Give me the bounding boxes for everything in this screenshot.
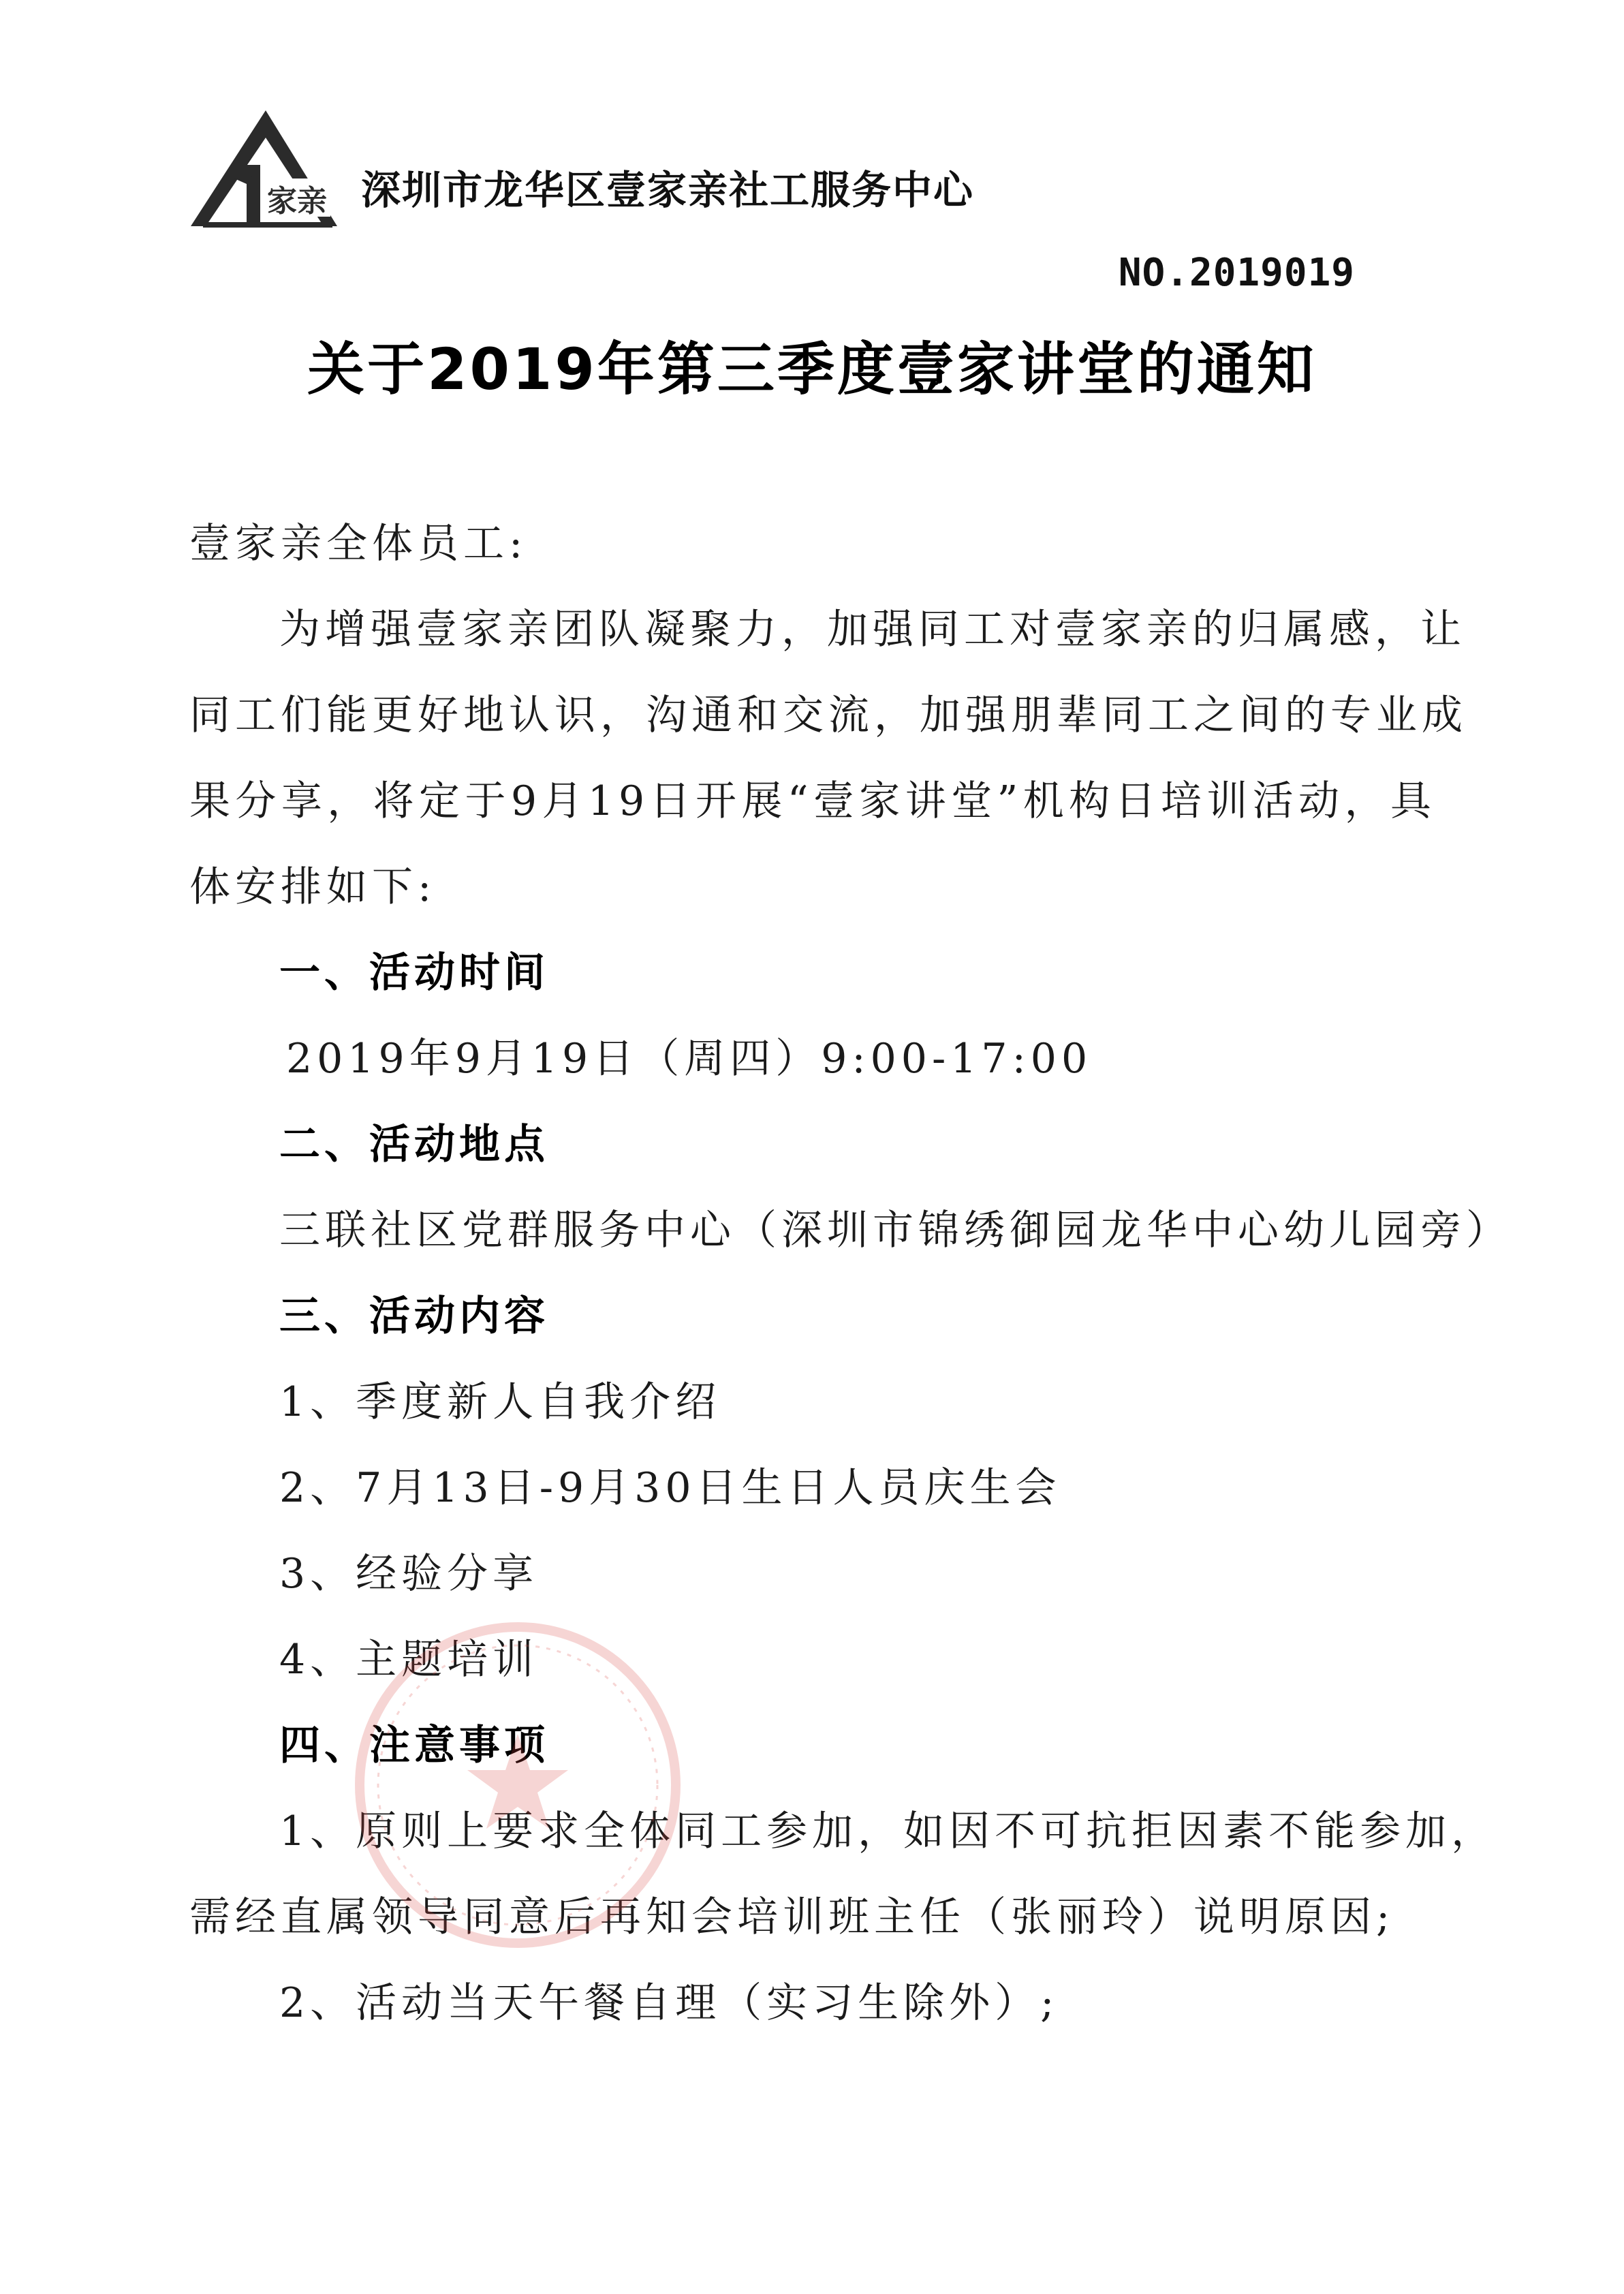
document-number: NO.2019019 [1118,251,1355,295]
document-title: 关于2019年第三季度壹家讲堂的通知 [307,336,1317,403]
salutation: 壹家亲全体员工: [189,520,528,568]
content-item-3: 3、经验分享 [279,1550,539,1598]
activity-location: 三联社区党群服务中心（深圳市锦绣御园龙华中心幼儿园旁） [279,1207,1512,1254]
note-line-1: 1、原则上要求全体同工参加，如因不可抗拒因素不能参加， [279,1808,1497,1855]
official-seal-stamp [347,1615,688,1955]
content-item-4: 4、主题培训 [279,1636,539,1684]
letterhead [184,102,1069,232]
note-line-2: 需经直属领导同意后再知会培训班主任（张丽玲）说明原因; [189,1893,1395,1941]
section-heading-location: 二、活动地点 [279,1121,549,1168]
intro-line-3: 果分享，将定于9月19日开展“壹家讲堂”机构日培训活动，具 [189,777,1436,825]
content-item-1: 1、季度新人自我介绍 [279,1378,721,1426]
note-line-3: 2、活动当天午餐自理（实习生除外）; [279,1979,1059,2027]
section-heading-notes: 四、注意事项 [279,1722,549,1769]
intro-line-4: 体安排如下: [189,863,437,911]
activity-time: 2019年9月19日（周四）9:00-17:00 [286,1035,1093,1083]
organization-logo [184,102,341,232]
intro-line-1: 为增强壹家亲团队凝聚力，加强同工对壹家亲的归属感，让 [279,606,1466,653]
house-logo-icon [184,102,341,232]
logo-text: 家亲 [267,184,327,219]
section-heading-time: 一、活动时间 [279,949,549,997]
section-heading-content: 三、活动内容 [279,1292,549,1340]
organization-name: 深圳市龙华区壹家亲社工服务中心 [361,167,975,213]
seal-icon [347,1615,688,1955]
intro-line-2: 同工们能更好地认识，沟通和交流，加强朋辈同工之间的专业成 [189,692,1467,739]
content-item-2: 2、7月13日-9月30日生日人员庆生会 [279,1464,1061,1512]
